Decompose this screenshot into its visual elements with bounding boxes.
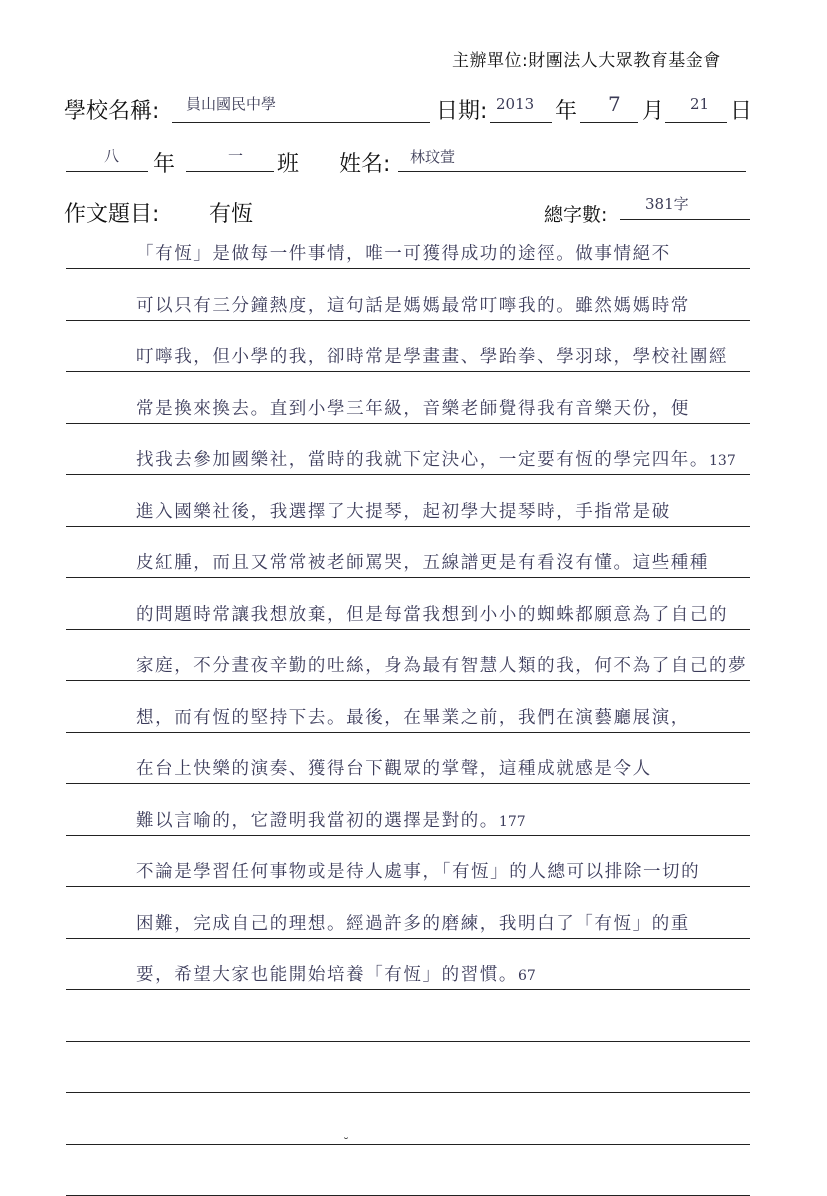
essay-line (66, 741, 750, 784)
class-unit: 班 (277, 152, 300, 177)
essay-line-text (136, 240, 671, 265)
grade-value: 八 (104, 147, 120, 165)
essay-line (66, 381, 750, 424)
essay-line-text (136, 858, 700, 883)
date-label: 日期: (436, 99, 488, 124)
topic-label: 作文題目: (64, 202, 160, 227)
paragraph-char-count: 137 (709, 453, 736, 469)
essay-sentence: 常是換來換去。直到小學三年級，音樂老師覺得我有音樂天份，便 (136, 398, 690, 419)
essay-line (66, 896, 750, 939)
date-month-value: 7 (608, 92, 621, 116)
essay-line (66, 638, 750, 681)
year-unit: 年 (555, 99, 578, 124)
essay-line (66, 1102, 750, 1145)
essay-line (66, 587, 750, 630)
grade-unit: 年 (153, 152, 176, 177)
essay-sentence: 皮紅腫，而且又常常被老師罵哭，五線譜更是有看沒有懂。這些種種 (136, 553, 709, 573)
class-underline (186, 171, 274, 172)
essay-line (66, 278, 750, 321)
essay-sentence: 困難，完成自己的理想。經過許多的磨練，我明白了「有恆」的重 (136, 913, 690, 934)
essay-sentence: 在台上快樂的演奏、獲得台下觀眾的掌聲，這種成就感是令人 (136, 759, 652, 779)
month-unit: 月 (642, 99, 665, 124)
essay-line (66, 793, 750, 836)
essay-line (66, 1153, 750, 1196)
essay-sentence: 要，希望大家也能開始培養「有恆」的習慣。 (136, 965, 518, 985)
scan-mark: ˘ (343, 1136, 349, 1150)
essay-line-text (136, 910, 690, 935)
essay-line (66, 535, 750, 578)
day-unit: 日 (730, 99, 753, 124)
essay-line (66, 432, 750, 475)
topic-value: 有恆 (209, 202, 254, 227)
essay-sentence: 難以言喻的，它證明我當初的選擇是對的。 (136, 810, 499, 831)
grade-underline (66, 171, 148, 172)
word-count-label: 總字數: (544, 204, 608, 226)
essay-line-text (136, 704, 690, 729)
essay-sentence: 可以只有三分鐘熱度，這句話是媽媽最常叮嚀我的。雖然媽媽時常 (136, 295, 690, 316)
essay-line (66, 329, 750, 372)
essay-line (66, 226, 750, 269)
essay-line-text (136, 652, 747, 677)
date-year-underline (490, 122, 552, 123)
essay-sentence: 不論是學習任何事物或是待人處事，「有恆」的人總可以排除一切的 (136, 862, 701, 882)
essay-line (66, 844, 750, 887)
essay-line-text (136, 343, 728, 368)
essay-sentence: 家庭，不分晝夜辛勤的吐絲，身為最有智慧人類的我，何不為了自己的夢 (136, 656, 748, 676)
class-value: 一 (228, 147, 244, 165)
essay-sentence: 叮嚀我，但小學的我，卻時常是學畫畫、學跆拳、學羽球，學校社團經 (136, 347, 729, 367)
essay-sentence: 的問題時常讓我想放棄，但是每當我想到小小的蜘蛛都願意為了自己的 (136, 604, 729, 625)
essay-line-text (136, 549, 709, 574)
essay-line (66, 484, 750, 527)
essay-sentence: 「有恆」是做每一件事情，唯一可獲得成功的途徑。做事情絕不 (136, 244, 671, 264)
name-label: 姓名: (339, 152, 391, 177)
essay-line-text (136, 446, 736, 471)
organizer-label: 主辦單位:財團法人大眾教育基金會 (452, 51, 721, 71)
name-value: 林玟萱 (410, 148, 456, 166)
essay-line-text (136, 292, 690, 317)
date-day-value: 21 (690, 95, 710, 113)
essay-line-text (136, 498, 671, 523)
essay-line-text (136, 755, 652, 780)
paragraph-char-count: 177 (498, 813, 526, 830)
essay-line-text (136, 807, 526, 832)
essay-sentence: 想，而有恆的堅持下去。最後，在畢業之前，我們在演藝廳展演， (136, 707, 690, 728)
date-month-underline (580, 122, 638, 123)
essay-line-text (136, 395, 690, 420)
essay-line (66, 1050, 750, 1093)
word-count-underline (620, 219, 750, 220)
date-day-underline (665, 122, 727, 123)
school-name-underline (172, 122, 430, 123)
essay-line (66, 690, 750, 733)
date-year-value: 2013 (496, 95, 535, 113)
essay-sentence: 進入國樂社後，我選擇了大提琴，起初學大提琴時，手指常是破 (136, 501, 671, 522)
essay-line (66, 947, 750, 990)
essay-line-text (136, 601, 728, 626)
school-name-value: 員山國民中學 (186, 95, 277, 113)
word-count-value: 381字 (645, 195, 689, 213)
paragraph-char-count: 67 (518, 968, 536, 984)
essay-sentence: 找我去參加國樂社，當時的我就下定決心，一定要有恆的學完四年。 (136, 450, 709, 470)
school-name-label: 學校名稱: (64, 99, 160, 124)
essay-line (66, 999, 750, 1042)
essay-line-text (136, 961, 536, 986)
name-underline (398, 171, 746, 172)
